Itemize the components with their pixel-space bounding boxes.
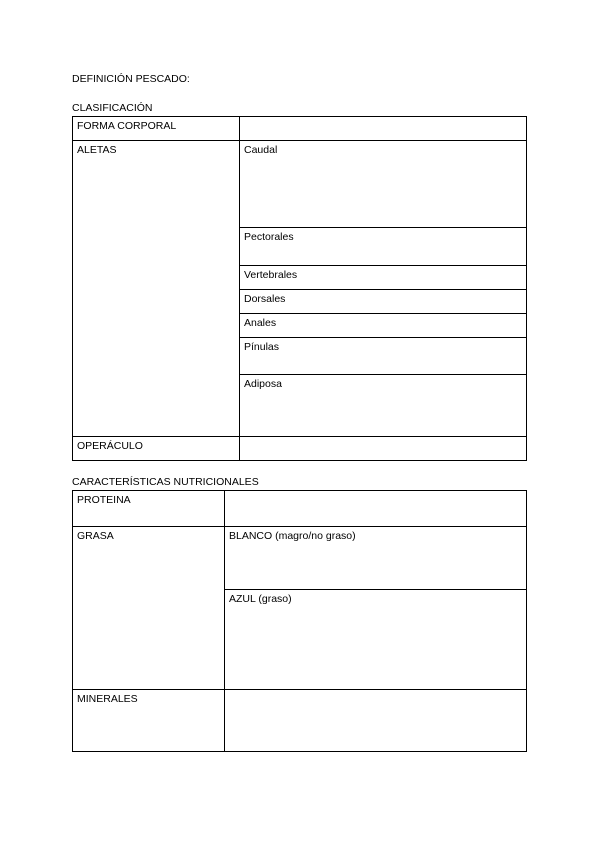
proteina-label: PROTEINA	[73, 491, 225, 527]
fin-pectorales: Pectorales	[240, 228, 527, 266]
forma-corporal-label: FORMA CORPORAL	[73, 117, 240, 141]
fin-caudal: Caudal	[240, 141, 527, 228]
fin-anales: Anales	[240, 314, 527, 338]
operculo-label: OPERÁCULO	[73, 437, 240, 461]
minerales-label: MINERALES	[73, 690, 225, 752]
forma-corporal-value	[240, 117, 527, 141]
operculo-value	[240, 437, 527, 461]
fin-adiposa: Adiposa	[240, 375, 527, 437]
aletas-label: ALETAS	[73, 141, 240, 437]
minerales-value	[225, 690, 527, 752]
grasa-blanco: BLANCO (magro/no graso)	[225, 527, 527, 590]
classification-heading: CLASIFICACIÓN	[72, 102, 153, 114]
fin-vertebrales: Vertebrales	[240, 266, 527, 290]
proteina-value	[225, 491, 527, 527]
grasa-label: GRASA	[73, 527, 225, 690]
nutrition-table	[72, 490, 527, 752]
classification-table	[72, 116, 527, 461]
grasa-azul: AZUL (graso)	[225, 590, 527, 690]
definition-heading: DEFINICIÓN PESCADO:	[72, 73, 190, 85]
nutrition-heading: CARACTERÍSTICAS NUTRICIONALES	[72, 476, 259, 488]
fin-pinulas: Pínulas	[240, 338, 527, 375]
fin-dorsales: Dorsales	[240, 290, 527, 314]
